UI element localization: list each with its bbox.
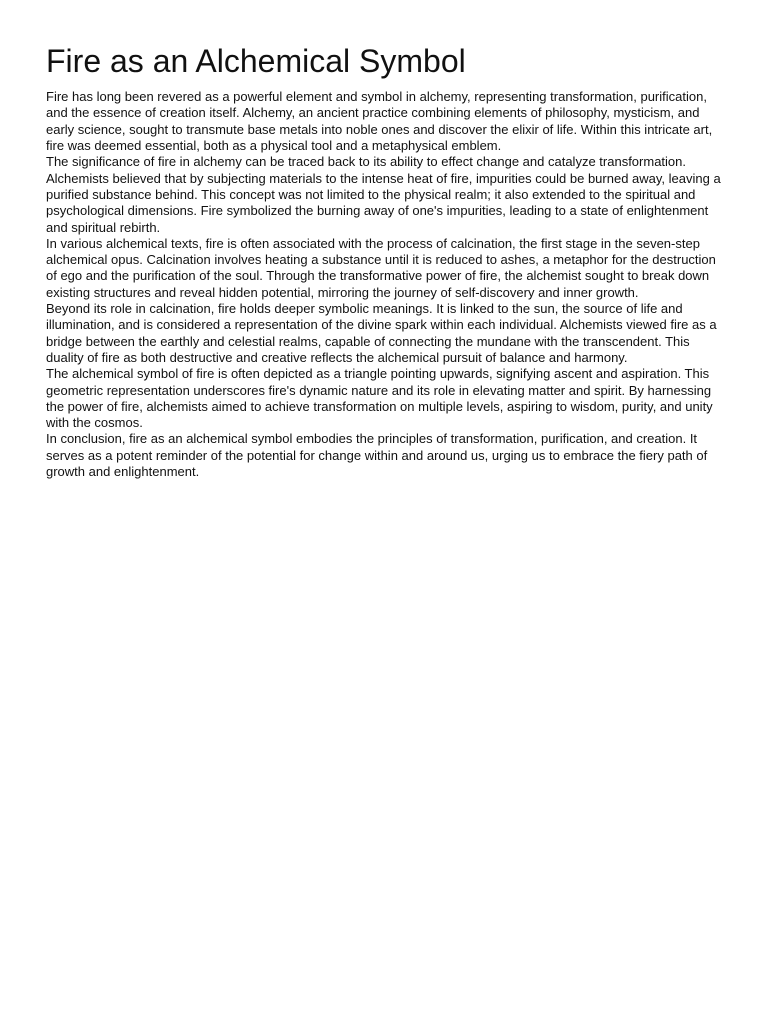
document-body <box>46 89 722 480</box>
paragraph-3: In various alchemical texts, fire is often associated with the process of calcination, the first stage in the seven-step alchemical opus. Calcination involves heating a substance until it is reduced to ashes, a metaphor for the destruction of ego and the purification of the soul. Through the transformative power of fire, the alchemist sought to break down existing structures and reveal hidden potential, mirroring the journey of self-discovery and inner growth. <box>46 235 716 300</box>
paragraph-1: Fire has long been revered as a powerful element and symbol in alchemy, representing transformation, purification, and the essence of creation itself. Alchemy, an ancient practice combining elements of philosophy, mysticism, and early science, sought to transmute base metals into noble ones and discover the elixir of life. Within this intricate art, fire was deemed essential, both as a physical tool and a metaphysical emblem. <box>46 89 713 154</box>
document-title: Fire as an Alchemical Symbol <box>46 43 466 79</box>
paragraph-6: In conclusion, fire as an alchemical symbol embodies the principles of transformation, purification, and creation. It serves as a potent reminder of the potential for change within and around us, urging us to embrace the fiery path of growth and enlightenment. <box>46 431 708 480</box>
paragraph-2: The significance of fire in alchemy can be traced back to its ability to effect change and catalyze transformation. Alchemists believed that by subjecting materials to the intense heat of fire, impurities could be burned away, leaving a purified substance behind. This concept was not limited to the physical realm; it also extended to the spiritual and psychological dimensions. Fire symbolized the burning away of one's impurities, leading to a state of enlightenment and spiritual rebirth. <box>46 154 721 235</box>
paragraph-4: Beyond its role in calcination, fire holds deeper symbolic meanings. It is linked to the sun, the source of life and illumination, and is considered a representation of the divine spark within each individual. Alchemists viewed fire as a bridge between the earthly and celestial realms, capable of connecting the mundane with the transcendent. This duality of fire as both destructive and creative reflects the alchemical pursuit of balance and harmony. <box>46 301 717 365</box>
paragraph-5: The alchemical symbol of fire is often depicted as a triangle pointing upwards, signifying ascent and aspiration. This geometric representation underscores fire's dynamic nature and its role in elevating matter and spirit. By harnessing the power of fire, alchemists aimed to achieve transformation on multiple levels, aspiring to wisdom, purity, and unity with the cosmos. <box>46 366 713 431</box>
